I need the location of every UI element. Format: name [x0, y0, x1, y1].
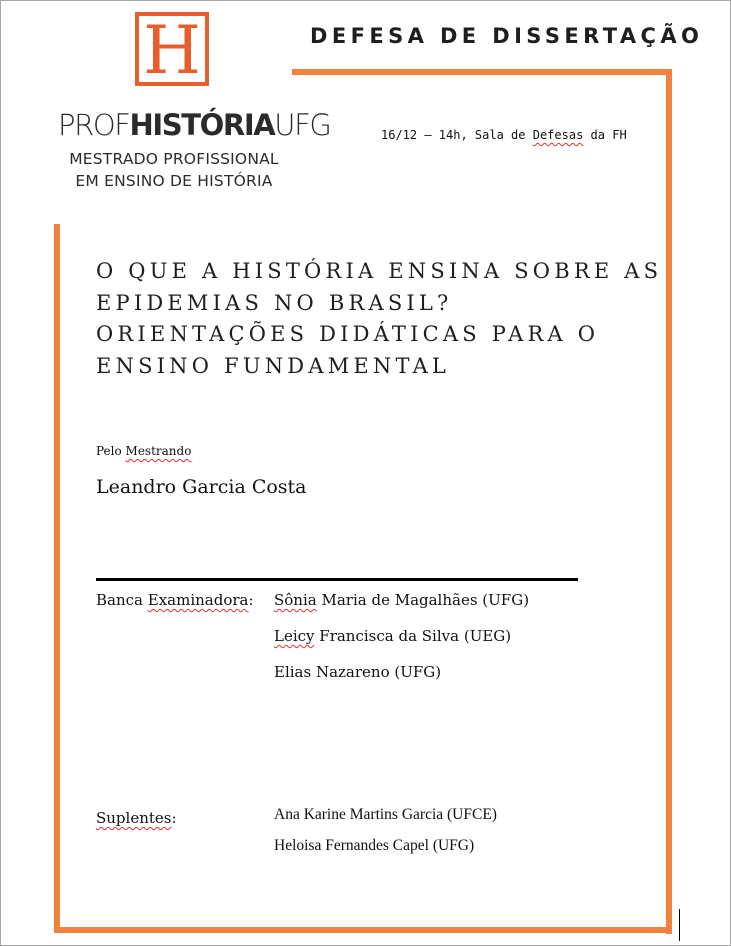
- event-room-word: Defesas: [532, 128, 584, 142]
- alternates-label: [96, 809, 177, 827]
- frame-top-line: [292, 69, 672, 75]
- alternates-label-word: Suplentes: [96, 809, 172, 827]
- board-label: [96, 591, 254, 609]
- alternate-member: Ana Karine Martins Garcia (UFCE): [274, 806, 497, 823]
- dissertation-title: [96, 256, 663, 382]
- logo-brand-prof: PROF: [58, 108, 130, 142]
- frame-left-line: [54, 224, 60, 933]
- divider-rule: [96, 578, 578, 581]
- board-member: [274, 663, 441, 681]
- board-label-word: Examinadora: [147, 591, 249, 609]
- logo-subtitle-line2: EM ENSINO DE HISTÓRIA: [75, 172, 273, 190]
- board-member: [274, 591, 529, 609]
- title-line: EPIDEMIAS NO BRASIL?: [96, 290, 453, 315]
- frame-bottom-line: [54, 927, 672, 933]
- board-member-first: Leicy: [274, 627, 315, 645]
- board-member: [274, 627, 511, 645]
- alternate-member: Heloisa Fernandes Capel (UFG): [274, 837, 475, 854]
- event-datetime: [356, 126, 646, 144]
- candidate-label-word: Mestrando: [125, 444, 192, 458]
- title-line: O QUE A HISTÓRIA ENSINA SOBRE AS: [96, 259, 663, 283]
- logo-subtitle: [56, 148, 292, 192]
- text-cursor: [679, 909, 680, 941]
- candidate-name: Leandro Garcia Costa: [96, 476, 307, 498]
- profhistoria-logo-icon: [135, 12, 209, 86]
- candidate-label-prefix: Pelo: [96, 444, 122, 458]
- logo-brand-ufg: UFG: [274, 108, 331, 142]
- svg-text:H: H: [143, 17, 201, 81]
- candidate-label: [96, 444, 191, 458]
- frame-right-line: [666, 69, 672, 934]
- h-letter-icon: [143, 17, 201, 81]
- title-line: ORIENTAÇÕES DIDÁTICAS PARA O: [96, 322, 600, 346]
- logo-brand-text: [58, 106, 331, 144]
- board-member-rest: Elias Nazareno (UFG): [274, 663, 442, 681]
- event-location: da FH: [590, 128, 627, 142]
- header-title: DEFESA DE DISSERTAÇÃO: [310, 24, 704, 48]
- board-member-rest: Francisca da Silva (UEG): [314, 627, 512, 645]
- event-date-text: 16/12 – 14h, Sala de: [381, 128, 526, 142]
- board-label-prefix: Banca: [96, 591, 143, 609]
- logo-brand-historia: HISTÓRIA: [129, 108, 275, 142]
- title-line: ENSINO FUNDAMENTAL: [96, 353, 451, 378]
- board-label-suffix: :: [248, 591, 254, 609]
- alternates-label-suffix: :: [171, 809, 177, 827]
- logo-subtitle-line1: MESTRADO PROFISSIONAL: [69, 150, 279, 168]
- board-member-first: Sônia: [274, 591, 317, 609]
- board-member-rest: Maria de Magalhães (UFG): [316, 591, 530, 609]
